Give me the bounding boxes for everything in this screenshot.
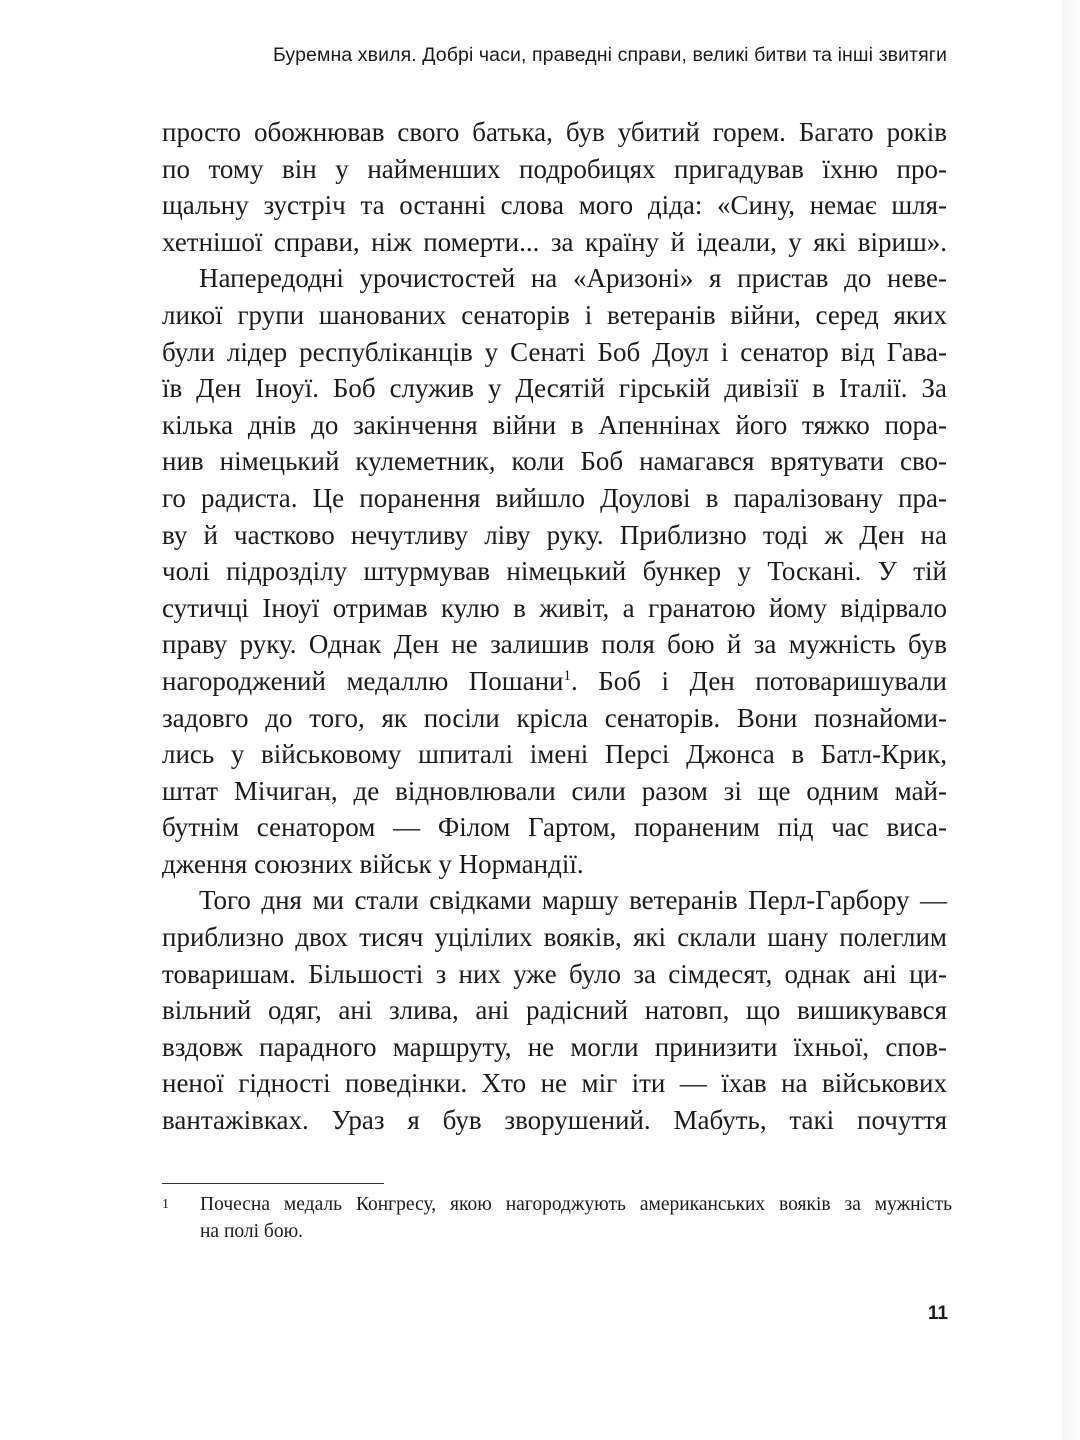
text-line: ликої групи шанованих сенаторів і ветеранів війни, серед яких	[162, 299, 947, 330]
text-line: їв Ден Іноуї. Боб служив у Десятій гірській дивізії в Італії. За	[162, 373, 947, 404]
footnote-line: на полі бою.	[200, 1221, 304, 1242]
text-line: вільний одяг, ані злива, ані радісний натовп, що вишикувався	[162, 995, 947, 1026]
text-segment: . Боб і Ден потоваришували	[570, 665, 947, 696]
footnote-divider	[162, 1183, 384, 1184]
text-line: хетнішої справи, ніж померти... за країну й ідеали, у які віриш».	[162, 226, 947, 257]
text-line: праву руку. Однак Ден не залишив поля бою й за мужність був	[162, 629, 947, 660]
text-line: приблизно двох тисяч уцілілих вояків, які склали шану полеглим	[162, 922, 947, 953]
text-line: Того дня ми стали свідками маршу ветеранів Перл-Гарбору —	[199, 885, 947, 916]
scan-edge	[1062, 0, 1080, 1440]
text-line: були лідер республіканців у Сенаті Боб Доул і сенатор від Гава-	[162, 336, 947, 367]
text-line: чолі підрозділу штурмував німецький бункер у Тоскані. У тій	[162, 556, 947, 587]
page-number: 11	[927, 1303, 948, 1324]
footnote-ref[interactable]: 1	[563, 667, 571, 684]
text-line: вздовж парадного маршруту, не могли принизити їхньої, спов-	[162, 1031, 947, 1062]
text-line: просто обожнював свого батька, був убитий горем. Багато років	[162, 117, 947, 147]
text-line: лись у військовому шпиталі імені Персі Джонса в Батл-Крик,	[162, 739, 947, 770]
text-line: ву й частково нечутливу ліву руку. Приблизно тоді ж Ден на	[162, 519, 947, 550]
footnote-line: Почесна медаль Конгресу, якою нагороджують американських вояків за мужність	[200, 1194, 952, 1215]
text-line: по тому він у найменших подробицях пригадував їхню про-	[162, 153, 947, 184]
text-line: сутичці Іноуї отримав кулю в живіт, а гранатою йому відірвало	[162, 592, 947, 623]
footnote	[162, 1191, 952, 1245]
text-line: задовго до того, як посіли крісла сенаторів. Вони познайоми-	[162, 702, 947, 733]
footnote-text	[200, 1191, 952, 1245]
footnote-mark: 1	[162, 1197, 169, 1212]
text-line: вантажівках. Ураз я був зворушений. Мабуть, такі почуття	[162, 1105, 947, 1136]
paragraph-3	[162, 882, 947, 1138]
running-head: Буремна хвиля. Добрі часи, праведні справи, великі битви та інші звитяги	[272, 44, 947, 66]
text-line: товаришам. Більшості з них уже було за сімдесят, однак ані ци-	[162, 958, 947, 989]
text-line: Напередодні урочистостей на «Аризоні» я пристав до неве-	[199, 263, 947, 294]
text-line-with-footnote	[162, 663, 947, 700]
text-line: нив німецький кулеметник, коли Боб намагався врятувати сво-	[162, 446, 947, 477]
paragraph-1	[162, 114, 947, 260]
text-line: го радиста. Це поранення вийшло Доулові в паралізовану пра-	[162, 482, 947, 513]
text-line: бутнім сенатором — Філом Гартом, пораненим під час виса-	[162, 812, 947, 843]
text-line: щальну зустріч та останні слова мого діда: «Сину, немає шля-	[162, 190, 947, 221]
text-segment: нагороджений медаллю Пошани	[162, 665, 564, 696]
text-line: кілька днів до закінчення війни в Апеннінах його тяжко пора-	[162, 409, 947, 440]
text-line: дження союзних військ у Нормандії.	[162, 848, 584, 879]
text-line: неної гідності поведінки. Хто не міг іти — їхав на військових	[162, 1068, 947, 1099]
text-line: штат Мічиган, де відновлювали сили разом зі ще одним май-	[162, 775, 947, 806]
body-text	[162, 114, 947, 1139]
paragraph-2	[162, 260, 947, 882]
